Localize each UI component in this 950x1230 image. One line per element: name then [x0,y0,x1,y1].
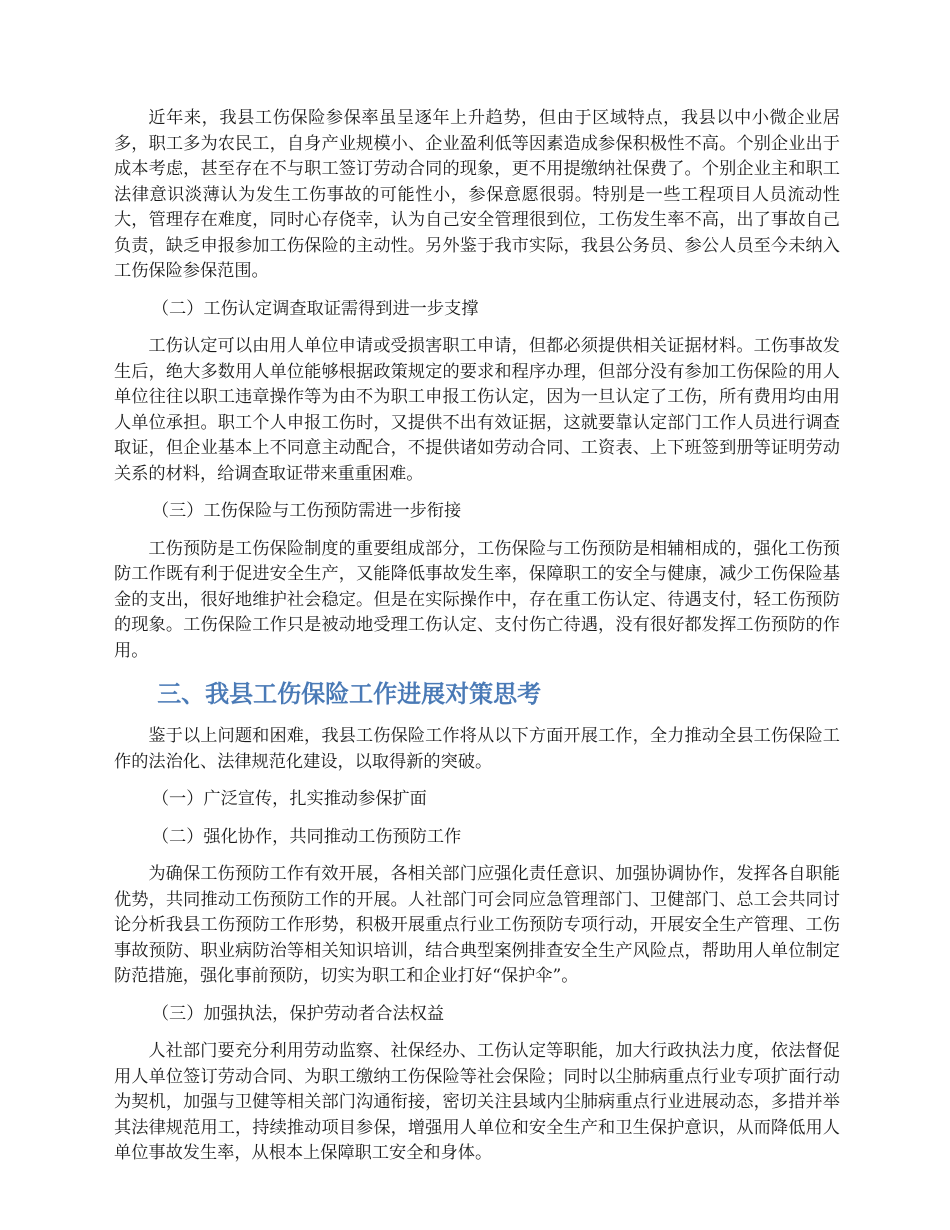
paragraph-prevention: 工伤预防是工伤保险制度的重要组成部分，工伤保险与工伤预防是相辅相成的，强化工伤预防工作既有利于促进安全生产，又能降低事故发生率，保障职工的安全与健康，减少工伤保险基金的支出，很好地维护社会稳定。但是在实际操作中，存在重工伤认定、待遇支付，轻工伤预防的现象。工伤保险工作只是被动地受理工伤认定、支付伤亡待遇，没有很好都发挥工伤预防的作用。 [114,538,840,661]
section-heading: 三、我县工伤保险工作进展对策思考 [157,680,542,708]
paragraph-collaboration: 为确保工伤预防工作有效开展，各相关部门应强化责任意识、加强协调协作，发挥各自职能优势，共同推动工伤预防工作的开展。人社部门可会同应急管理部门、卫健部门、总工会共同讨论分析我县工伤预防工作形势，积极开展重点行业工伤预防专项行动，开展安全生产管理、工伤事故预防、职业病防治等相关知识培训，结合典型案例排查安全生产风险点，帮助用人单位制定防范措施，强化事前预防，切实为职工和企业打好“保护伞”。 [114,864,840,986]
paragraph-investigation: 工伤认定可以由用人单位申请或受损害职工申请，但都必须提供相关证据材料。工伤事故发生后，绝大多数用人单位能够根据政策规定的要求和程序办理，但部分没有参加工伤保险的用人单位往往以职工违章操作等为由不为职工申报工伤认定，因为一旦认定了工伤，所有费用均由用人单位承担。职工个人申报工伤时，又提供不出有效证据，这就要靠认定部门工作人员进行调查取证，但企业基本上不同意主动配合，不提供诸如劳动合同、工资表、上下班签到册等证明劳动关系的材料，给调查取证带来重重困难。 [114,336,840,484]
subheading-publicity: （一）广泛宣传，扎实推动参保扩面 [151,789,427,809]
paragraph-participation-rate: 近年来，我县工伤保险参保率虽呈逐年上升趋势，但由于区域特点，我县以中小微企业居多，职工多为农民工，自身产业规模小、企业盈利低等因素造成参保积极性不高。个别企业出于成本考虑，甚至存在不与职工签订劳动合同的现象，更不用提缴纳社保费了。个别企业主和职工法律意识淡薄认为发生工伤事故的可能性小，参保意愿很弱。特别是一些工程项目人员流动性大，管理存在难度，同时心存侥幸，认为自己安全管理很到位，工伤发生率不高，出了事故自己负责，缺乏申报参加工伤保险的主动性。另外鉴于我市实际，我县公务员、参公人员至今未纳入工伤保险参保范围。 [114,108,840,281]
subheading-collaboration: （二）强化协作，共同推动工伤预防工作 [151,826,462,847]
subheading-enforcement: （三）加强执法，保护劳动者合法权益 [151,1003,445,1024]
document-body [114,106,840,1167]
subheading-prevention-link: （三）工伤保险与工伤预防需进一步衔接 [151,501,462,521]
subheading-investigation: （二）工伤认定调查取证需得到进一步支撑 [151,298,479,319]
paragraph-intro: 鉴于以上问题和困难，我县工伤保险工作将从以下方面开展工作，全力推动全县工伤保险工作的法治化、法律规范化建设，以取得新的突破。 [114,726,840,772]
paragraph-enforcement: 人社部门要充分利用劳动监察、社保经办、工伤认定等职能，加大行政执法力度，依法督促用人单位签订劳动合同、为职工缴纳工伤保险等社会保险；同时以尘肺病重点行业专项扩面行动为契机，加强与卫健等相关部门沟通衔接，密切关注县域内尘肺病重点行业进展动态，多措并举其法律规范用工，持续推动项目参保，增强用人单位和安全生产和卫生保护意识，从而降低用人单位事故发生率，从根本上保障职工安全和身体。 [114,1041,840,1163]
